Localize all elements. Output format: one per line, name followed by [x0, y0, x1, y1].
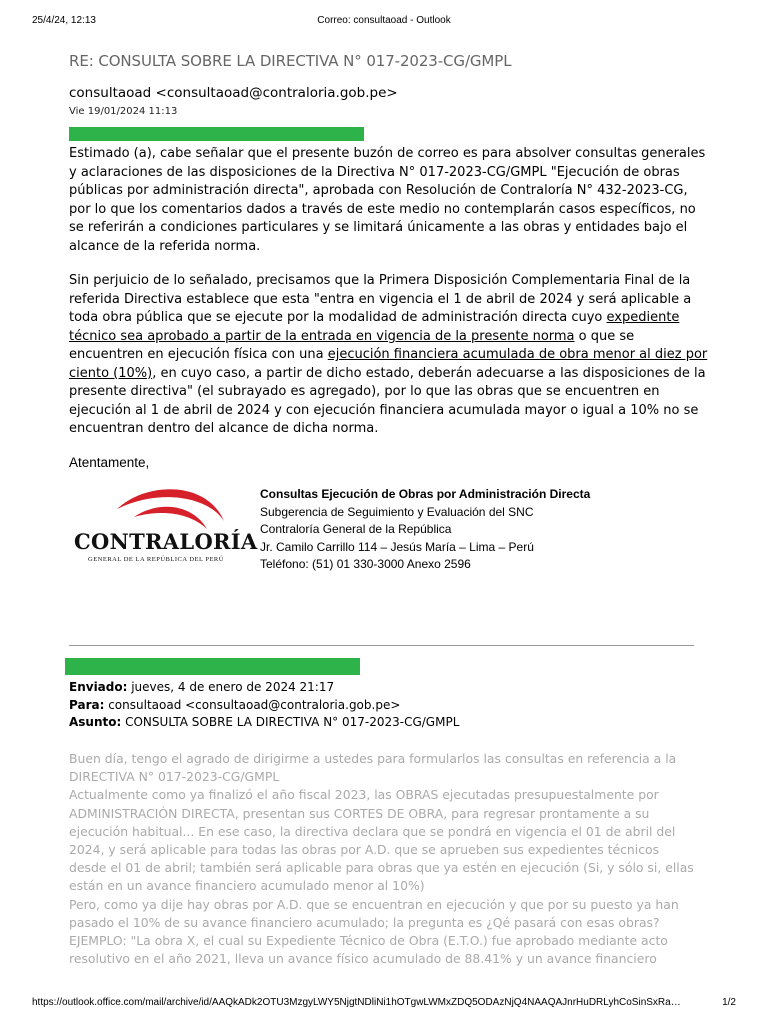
- signature-line-1: Subgerencia de Seguimiento y Evaluación del SNC: [260, 504, 534, 519]
- reply-paragraph-2: [69, 272, 709, 439]
- signature-line-2: Contraloría General de la República: [260, 522, 452, 536]
- para2-text-1: Sin perjuicio de lo señalado, precisamos que la Primera Disposición Complementaria Final de la referida Directiva establece que esta "entra en vigencia el 1 de abril de 2024 y será aplicable a toda obra pública que se ejecute por la modalidad de administración directa cuyo: [69, 273, 692, 325]
- contraloria-logo: [72, 483, 258, 573]
- signature-title: Consultas Ejecución de Obras por Administración Directa: [260, 487, 591, 501]
- para2-underlined-1: expediente técnico sea aprobado a partir de la entrada en vigencia de la presente norma: [69, 310, 680, 344]
- print-page-number: 1/2: [722, 997, 736, 1008]
- email-closing: Atentamente,: [69, 455, 150, 470]
- signature-line-4: Teléfono: (51) 01 330-3000 Anexo 2596: [260, 557, 471, 571]
- quoted-subject-line: [69, 714, 459, 732]
- quoted-divider: [69, 645, 694, 646]
- quoted-sent-line: [69, 679, 459, 697]
- redacted-from-bar: [65, 658, 360, 675]
- redacted-recipients-bar: [69, 127, 364, 141]
- email-subject: RE: CONSULTA SOBRE LA DIRECTIVA N° 017-2023-CG/GMPL: [69, 52, 512, 70]
- logo-subtitle: GENERAL DE LA REPÚBLICA DEL PERÚ: [88, 556, 224, 563]
- quoted-to-value: consultaoad <consultaoad@contraloria.gob.pe>: [104, 697, 401, 712]
- quoted-message-body: [69, 750, 699, 968]
- email-date: Vie 19/01/2024 11:13: [69, 106, 178, 117]
- print-datetime: 25/4/24, 12:13: [32, 15, 96, 26]
- quoted-subject-value: CONSULTA SOBRE LA DIRECTIVA N° 017-2023-CG/GMPL: [121, 715, 460, 729]
- quoted-to-line: [69, 697, 459, 715]
- quoted-to-label: Para:: [69, 697, 105, 712]
- quoted-paragraph: Pero, como ya dije hay obras por A.D. que se encuentran en ejecución y que por su puesto ya han pasado el 10% de su avance financiero acumulado; la pregunta es ¿Qé pasará con esas obras?: [69, 896, 679, 930]
- signature-block: [260, 486, 590, 574]
- quoted-sent-value: jueves, 4 de enero de 2024 21:17: [127, 680, 335, 694]
- quoted-paragraph: EJEMPLO: "La obra X, el cual su Expediente Técnico de Obra (E.T.O.) fue aprobado mediante acto resolutivo en el año 2021, lleva un avance físico acumulado de 88.41% y un avance financiero: [69, 933, 668, 967]
- logo-wordmark: CONTRALORÍA: [74, 529, 258, 554]
- quoted-paragraph: Actualmente como ya finalizó el año fiscal 2023, las OBRAS ejecutadas presupuestalmente por ADMINISTRACIÓN DIRECTA, presentan sus CORTES DE OBRA, para regresar prontamente a su ejecución habitual... En ese caso, la directiva declara que se pondrá en vigencia el 01 de abril del 2024, y será aplicable para todas las obras por A.D. que se aprueben sus expedientes técnicos desde el 01 de abril; también será aplicable para obras que ya estén en ejecución (Si, y sólo si, ellas están en un avance financiero acumulado menor al 10%): [69, 787, 694, 894]
- print-footer-url: https://outlook.office.com/mail/archive/id/AAQkADk2OTU3MzgyLWY5NjgtNDliNi1hOTgwLWMxZDQ5ODAzNjQ4NAAQAJnrHuDRLyhCoSinSxRa…: [32, 997, 681, 1008]
- quoted-meta: [69, 679, 459, 732]
- email-sender[interactable]: consultaoad <consultaoad@contraloria.gob.pe>: [69, 85, 398, 101]
- quoted-subject-label: Asunto:: [69, 715, 122, 729]
- quoted-paragraph: Buen día, tengo el agrado de dirigirme a ustedes para formularlos las consultas en referencia a la DIRECTIVA N° 017-2023-CG/GMPL: [69, 751, 677, 785]
- contraloria-arc-icon: [112, 483, 242, 531]
- signature-line-3: Jr. Camilo Carrillo 114 – Jesús María – Lima – Perú: [260, 539, 534, 554]
- para2-text-3: , en cuyo caso, a partir de dicho estado, deberán adecuarse a las disposiciones de la presente directiva" (el subrayado es agregado), por lo que las obras que se encuentren en ejecución al 1 de abril de 2024 y con ejecución financiera acumulada mayor o igual a 10% no se encuentran dentro del alcance de dicha norma.: [69, 365, 706, 436]
- para2-underlined-2: ejecución financiera acumulada de obra menor al diez por ciento (10%): [69, 347, 708, 381]
- para2-text-2: o que se encuentren en ejecución física con una: [69, 328, 635, 362]
- reply-paragraph-1: Estimado (a), cabe señalar que el presente buzón de correo es para absolver consultas generales y aclaraciones de las disposiciones de la Directiva N° 017-2023-CG/GMPL "Ejecución de obras públicas por administración directa", aprobada con Resolución de Contraloría N° 432-2023-CG, por lo que los comentarios dados a través de este medio no contemplarán casos específicos, no se referirán a condiciones particulares y se limitará únicamente a las obras y entidades bajo el alcance de la referida norma.: [69, 146, 706, 254]
- quoted-sent-label: Enviado:: [69, 680, 128, 694]
- print-page-title: Correo: consultaoad - Outlook: [317, 15, 451, 26]
